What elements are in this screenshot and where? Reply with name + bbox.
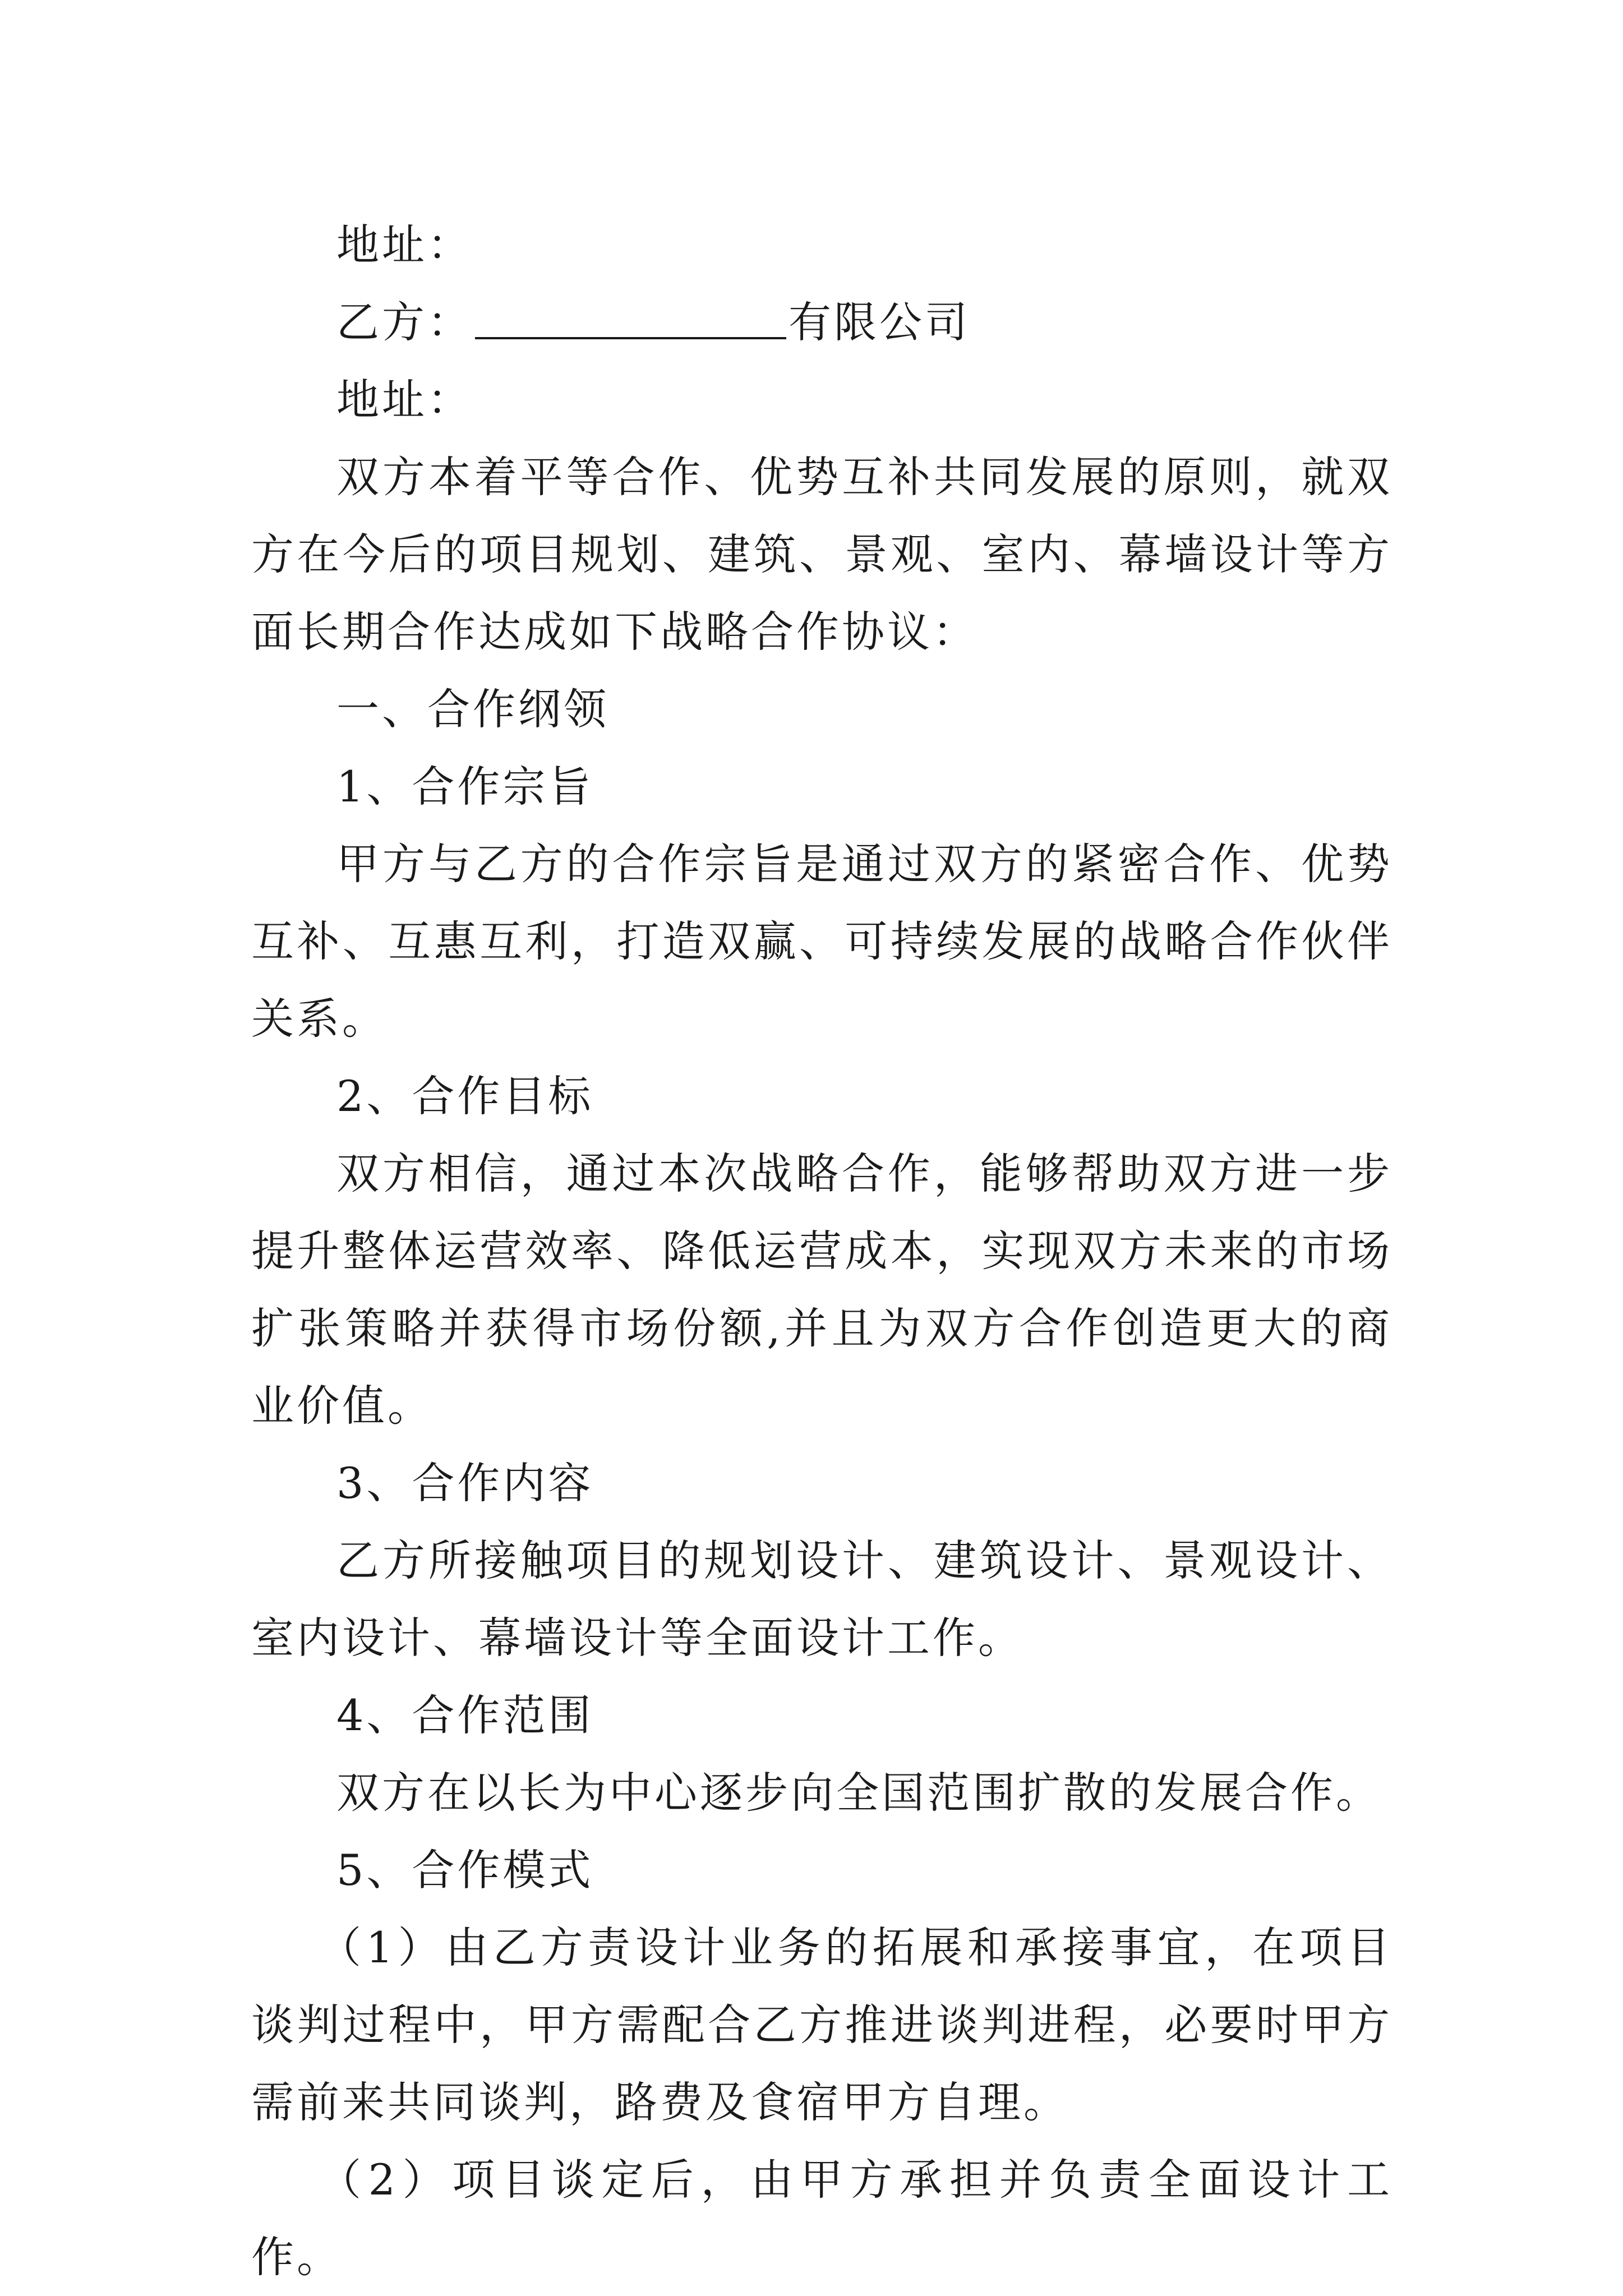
item-paragraph: 双方在以长为中心逐步向全国范围扩散的发展合作。 [336, 1768, 1381, 1818]
item-heading: 4、合作范围 [336, 1690, 594, 1740]
item-paragraph: 乙方所接触项目的规划设计、建筑设计、景观设计、室内设计、幕墙设计等全面设计工作。 [251, 1536, 1393, 1663]
party-b-line [251, 284, 1393, 361]
item-paragraph: 双方相信，通过本次战略合作，能够帮助双方进一步提升整体运营效率、降低运营成本，实现双方未来的市场扩张策略并获得市场份额,并且为双方合作创造更大的商业价值。 [251, 1149, 1393, 1431]
mode-paragraph: （2）项目谈定后，由甲方承担并负责全面设计工作。 [251, 2155, 1393, 2282]
address-a-line: 地址： [336, 220, 473, 270]
item-heading: 5、合作模式 [336, 1845, 594, 1895]
item-heading: 1、合作宗旨 [336, 762, 594, 812]
document-body [251, 206, 1393, 2296]
item-heading: 3、合作内容 [336, 1458, 594, 1508]
party-b-label: 乙方： [336, 297, 473, 347]
mode-paragraph: （1）由乙方责设计业务的拓展和承接事宜，在项目谈判过程中，甲方需配合乙方推进谈判进程，必要时甲方需前来共同谈判，路费及食宿甲方自理。 [251, 1922, 1393, 2127]
section-heading: 一、合作纲领 [336, 684, 609, 734]
party-b-suffix: 有限公司 [789, 297, 970, 347]
address-b-line: 地址： [336, 375, 473, 425]
item-heading: 2、合作目标 [336, 1071, 594, 1121]
item-paragraph: 甲方与乙方的合作宗旨是通过双方的紧密合作、优势互补、互惠互利，打造双赢、可持续发展的战略合作伙伴关系。 [251, 839, 1393, 1044]
party-b-name-blank [475, 298, 786, 339]
intro-paragraph: 双方本着平等合作、优势互补共同发展的原则，就双方在今后的项目规划、建筑、景观、室内、幕墙设计等方面长期合作达成如下战略合作协议： [251, 452, 1393, 657]
